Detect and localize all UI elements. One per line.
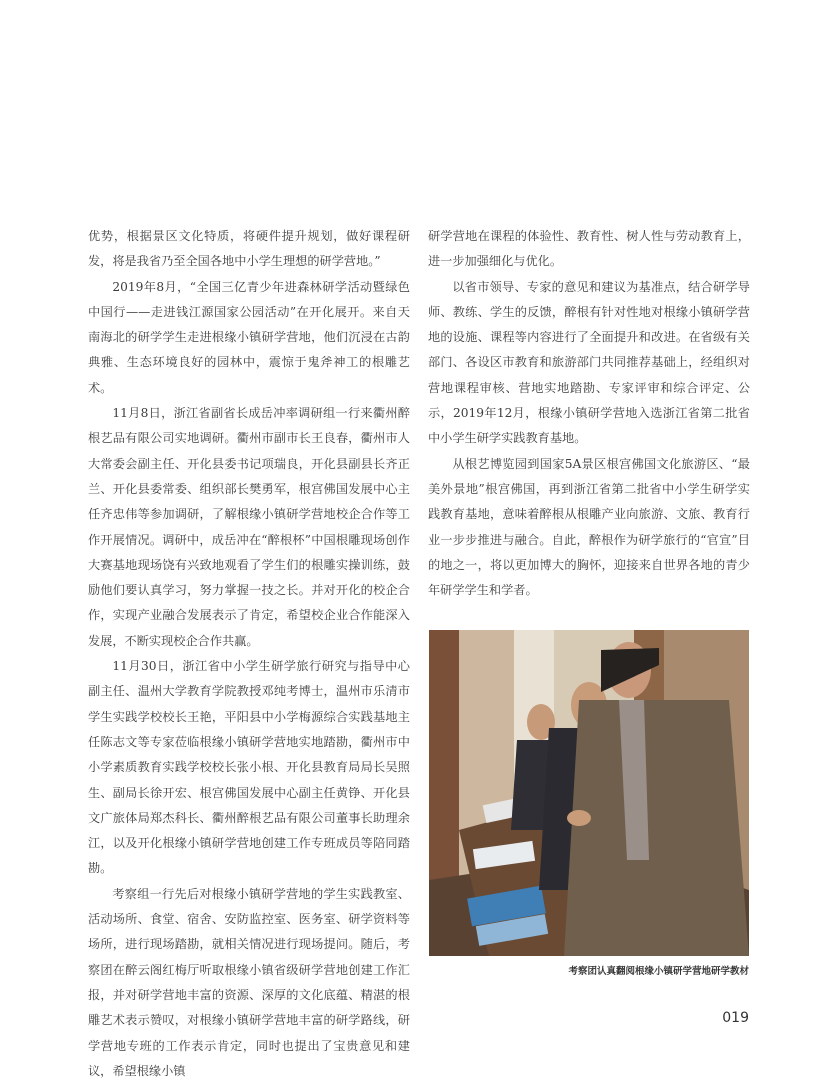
paragraph: 11月30日，浙江省中小学生研学旅行研究与指导中心副主任、温州大学教育学院教授邓纯考博士，温州市乐清市学生实践学校校长王艳，平阳县中小学梅源综合实践基地主任陈志文等专家莅临根缘小镇研学营地实地踏勘，衢州市中小学素质教育实践学校校长张小根、开化县教育局局长吴照生、副局长徐开宏、根宫佛国发展中心副主任黄铮、开化县文广旅体局郑杰科长、衢州醉根艺品有限公司董事长助理余江，以及开化根缘小镇研学营地创建工作专班成员等陪同踏勘。 (88, 659, 410, 876)
paragraph: 11月8日，浙江省副省长成岳冲率调研组一行来衢州醉根艺品有限公司实地调研。衢州市副市长王良春，衢州市人大常委会副主任、开化县委书记项瑞良，开化县副县长齐正兰、开化县委常委、组织部长樊勇军，根宫佛国发展中心主任齐忠伟等参加调研，了解根缘小镇研学营地校企合作等工作开展情况。调研中，成岳冲在“醉根杯”中国根雕现场创作大赛基地现场饶有兴致地观看了学生们的根雕实操训练，鼓励他们要认真学习，努力掌握一技之长。并对开化的校企合作，实现产业融合发展表示了肯定，希望校企业合作能深入发展，不断实现校企合作共赢。 (88, 406, 410, 648)
photo-illustration (429, 630, 749, 956)
paragraph: 考察组一行先后对根缘小镇研学营地的学生实践教室、活动场所、食堂、宿舍、安防监控室、医务室、研学资料等场所，进行现场踏勘，就相关情况进行现场提问。随后，考察团在醉云阁红梅厅听取根缘小镇省级研学营地创建工作汇报，并对研学营地丰富的资源、深厚的文化底蕴、精湛的根雕艺术表示赞叹，对根缘小镇研学营地丰富的研学路线，研学营地专班的工作表示肯定，同时也提出了宝贵意见和建议，希望根缘小镇 (88, 886, 410, 1078)
paragraph: 2019年8月，“全国三亿青少年进森林研学活动暨绿色中国行——走进钱江源国家公园活动”在开化展开。来自天南海北的研学学生走进根缘小镇研学营地，他们沉浸在古韵典雅、生态环境良好的园林中，震惊于鬼斧神工的根雕艺术。 (88, 279, 410, 395)
study-materials-photo (429, 630, 749, 956)
article-left-column (88, 224, 410, 1084)
paragraph: 以省市领导、专家的意见和建议为基准点，结合研学导师、教练、学生的反馈，醉根有针对性地对根缘小镇研学营地的设施、课程等内容进行了全面提升和改进。在省级有关部门、各设区市教育和旅游部门共同推荐基础上，经组织对营地课程审核、营地实地踏勘、专家评审和综合评定、公示，2019年12月，根缘小镇研学营地入选浙江省第二批省中小学生研学实践教育基地。 (428, 279, 750, 446)
paragraph: 从根艺博览园到国家5A景区根宫佛国文化旅游区、“最美外景地”根宫佛国，再到浙江省第二批省中小学生研学实践教育基地，意味着醉根从根雕产业向旅游、文旅、教育行业一步步推进与融合。自此，醉根作为研学旅行的“官宣”目的地之一，将以更加博大的胸怀，迎接来自世界各地的青少年研学学生和学者。 (428, 456, 750, 598)
paragraph: 优势，根据景区文化特质，将硬件提升规划，做好课程研发，将是我省乃至全国各地中小学生理想的研学营地。” (88, 229, 410, 269)
page-number: 019 (722, 1010, 749, 1026)
article-right-column (428, 224, 750, 603)
photo-caption: 考察团认真翻阅根缘小镇研学营地研学教材 (568, 966, 749, 977)
paragraph: 研学营地在课程的体验性、教育性、树人性与劳动教育上，进一步加强细化与优化。 (428, 229, 750, 269)
